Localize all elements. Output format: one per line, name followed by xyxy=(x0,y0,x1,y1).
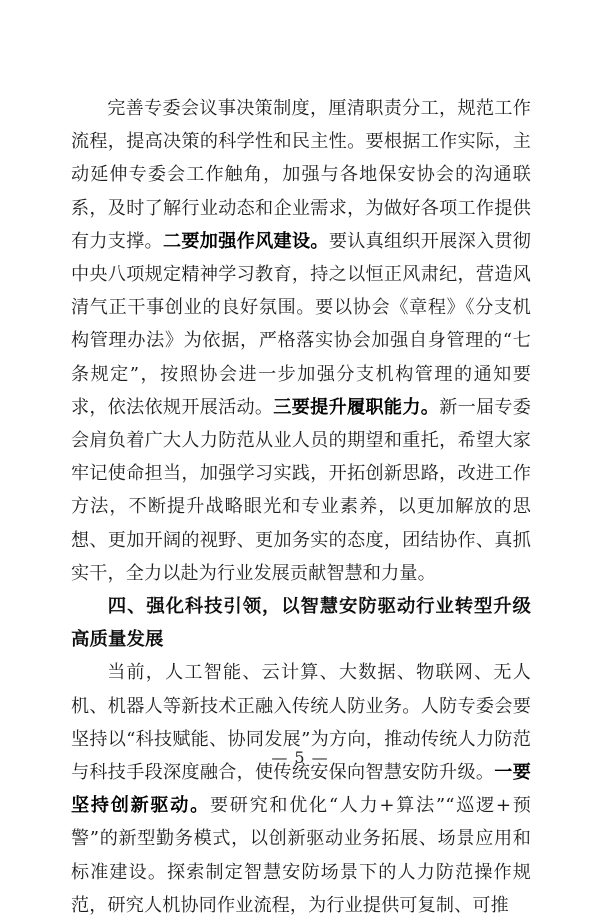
text-run: 要认真组织开展深入贯彻中央八项规定精神学习教育，持之以恒正风肃纪，营造风清气正干事创业的良好氛围。要以协会《章程》《分支机构管理办法》为依据，严格落实协会加强自身管理的“七条规定”，按照协会进一步加强分支机构管理的通知要求，依法依规开展活动。 xyxy=(71,230,531,418)
emphasised-run: 二要加强作风建设。 xyxy=(162,230,329,252)
paragraph-block xyxy=(71,656,531,922)
emphasised-run: 三要提升履职能力。 xyxy=(273,396,440,418)
text-run: 新一届专委会肩负着广大人力防范从业人员的期望和重托，希望大家牢记使命担当，加强学习实践，开拓创新思路，改进工作方法，不断提升战略眼光和专业素养，以更加解放的思想、更加开阔的视野、更加务实的态度，团结协作、真抓实干，全力以赴为行业发展贡献智慧和力量。 xyxy=(71,396,531,584)
section-heading: 四、强化科技引领，以智慧安防驱动行业转型升级高质量发展 xyxy=(71,596,531,651)
text-run: 完善专委会议事决策制度，厘清职责分工，规范工作流程，提高决策的科学性和民主性。要根据工作实际，主动延伸专委会工作触角，加强与各地保安协会的沟通联系，及时了解行业动态和企业需求，为做好各项工作提供有力支撑。 xyxy=(71,98,531,252)
paragraph-block xyxy=(71,92,531,590)
emphasised-run: 一要坚持创新驱动。 xyxy=(71,762,531,817)
document-body xyxy=(71,92,531,922)
page-number: — 5 — xyxy=(271,748,329,767)
text-run: 要研究和优化“人力+算法”“巡逻+预警”的新型勤务模式，以创新驱动业务拓展、场景应用和标准建设。探索制定智慧安防场景下的人力防范操作规范，研究人机协同作业流程，为行业提供可复制、可推 xyxy=(71,795,531,916)
text-run: 当前，人工智能、云计算、大数据、物联网、无人机、机器人等新技术正融入传统人防业务。人防专委会要坚持以“科技赋能、协同发展”为方向，推动传统人力防范与科技手段深度融合，使传统安保向智慧安防升级。 xyxy=(71,662,531,784)
